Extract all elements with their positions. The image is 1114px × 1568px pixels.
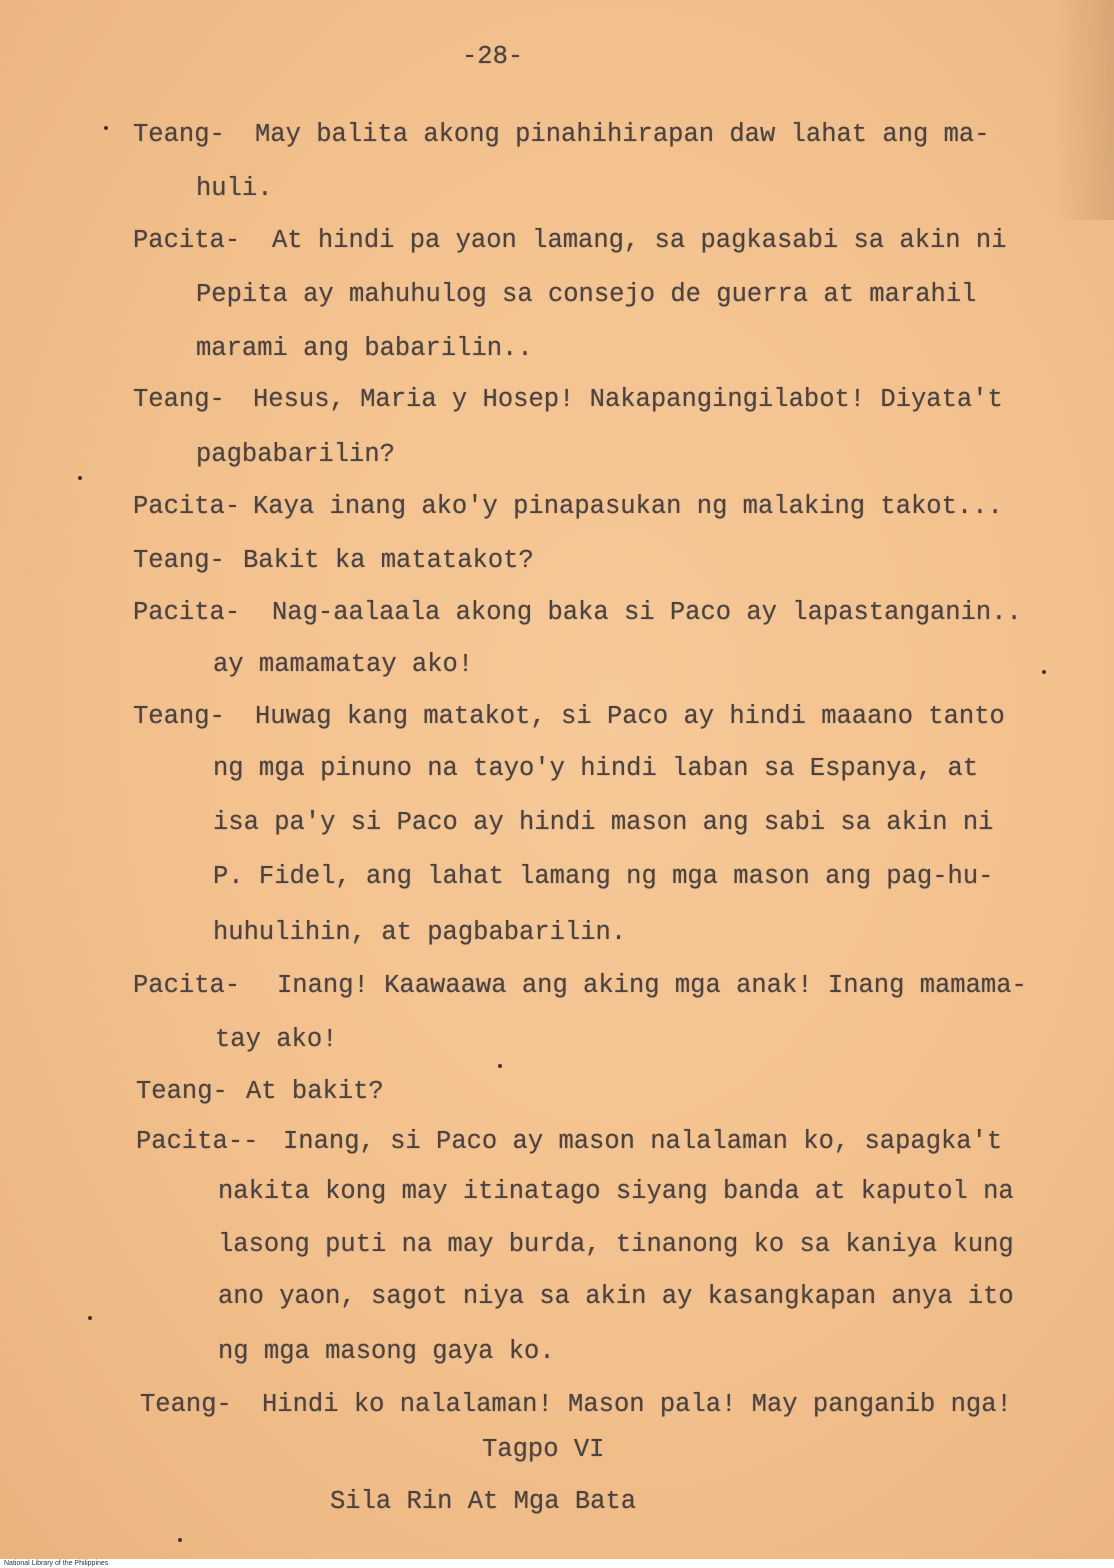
dialogue-text: Hesus, Maria y Hosep! Nakapangingilabot! Diyata't bbox=[253, 385, 1003, 414]
dialogue-text: huhulihin, at pagbabarilin. bbox=[213, 918, 627, 947]
speaker-name: Teang- bbox=[133, 546, 225, 575]
speaker-name: Teang- bbox=[133, 385, 225, 414]
speaker-name: Teang- bbox=[136, 1077, 228, 1106]
continuation-line bbox=[0, 753, 1114, 785]
continuation-line bbox=[0, 1176, 1114, 1208]
continuation-line bbox=[0, 333, 1114, 365]
dialogue-text: P. Fidel, ang lahat lamang ng mga mason ang pag-hu- bbox=[213, 862, 994, 891]
dialogue-line bbox=[0, 1126, 1114, 1158]
speaker-name: Pacita- bbox=[133, 971, 241, 1000]
speaker-name: Pacita- bbox=[133, 492, 241, 521]
dialogue-line bbox=[0, 597, 1114, 629]
dialogue-text: nakita kong may itinatago siyang banda at kaputol na bbox=[218, 1177, 1014, 1206]
dialogue-text: Bakit ka matatakot? bbox=[243, 546, 534, 575]
dialogue-text: Hindi ko nalalaman! Mason pala! May panganib nga! bbox=[262, 1390, 1012, 1419]
dialogue-text: lasong puti na may burda, tinanong ko sa kaniya kung bbox=[218, 1230, 1014, 1259]
continuation-line bbox=[0, 649, 1114, 681]
continuation-line bbox=[0, 1229, 1114, 1261]
continuation-line bbox=[0, 1336, 1114, 1368]
dialogue-text: isa pa'y si Paco ay hindi mason ang sabi sa akin ni bbox=[213, 808, 994, 837]
dialogue-line bbox=[0, 1389, 1114, 1421]
dialogue-text: pagbabarilin? bbox=[196, 440, 395, 469]
dialogue-text: marami ang babarilin.. bbox=[196, 334, 533, 363]
dialogue-line bbox=[0, 225, 1114, 257]
continuation-line bbox=[0, 1281, 1114, 1313]
dialogue-text: ng mga pinuno na tayo'y hindi laban sa Espanya, at bbox=[213, 754, 979, 783]
dialogue-text: Inang, si Paco ay mason nalalaman ko, sapagka't bbox=[283, 1127, 1003, 1156]
dialogue-text: Pepita ay mahuhulog sa consejo de guerra at marahil bbox=[196, 280, 977, 309]
dialogue-text: At hindi pa yaon lamang, sa pagkasabi sa akin ni bbox=[272, 226, 1007, 255]
dialogue-line bbox=[0, 1076, 1114, 1108]
dialogue-line bbox=[0, 701, 1114, 733]
scene-heading: Tagpo VI bbox=[482, 1435, 605, 1464]
continuation-line bbox=[0, 917, 1114, 949]
footer-strip bbox=[0, 1559, 1114, 1568]
continuation-line bbox=[0, 279, 1114, 311]
ink-speck bbox=[88, 1316, 92, 1320]
page-number: -28- bbox=[462, 42, 524, 71]
dialogue-text: huli. bbox=[196, 174, 273, 203]
archive-credit: National Library of the Philippines bbox=[4, 1560, 109, 1567]
dialogue-line bbox=[0, 970, 1114, 1002]
continuation-line bbox=[0, 807, 1114, 839]
dialogue-text: Nag-aalaala akong baka si Paco ay lapastanganin.. bbox=[272, 598, 1022, 627]
ink-speck bbox=[78, 476, 82, 480]
ink-speck bbox=[178, 1538, 182, 1542]
ink-speck bbox=[1042, 670, 1046, 674]
dialogue-text: ano yaon, sagot niya sa akin ay kasangkapan anya ito bbox=[218, 1282, 1014, 1311]
dialogue-text: ng mga masong gaya ko. bbox=[218, 1337, 555, 1366]
dialogue-text: May balita akong pinahihirapan daw lahat ang ma- bbox=[255, 120, 990, 149]
dialogue-line bbox=[0, 545, 1114, 577]
scene-subtitle: Sila Rin At Mga Bata bbox=[330, 1487, 637, 1516]
ink-speck bbox=[104, 126, 108, 130]
speaker-name: Pacita-- bbox=[136, 1127, 259, 1156]
dialogue-line bbox=[0, 384, 1114, 416]
dialogue-text: At bakit? bbox=[246, 1077, 384, 1106]
dialogue-text: ay mamamatay ako! bbox=[213, 650, 474, 679]
dialogue-text: Kaya inang ako'y pinapasukan ng malaking takot... bbox=[253, 492, 1003, 521]
continuation-line bbox=[0, 861, 1114, 893]
continuation-line bbox=[0, 439, 1114, 471]
ink-speck bbox=[498, 1064, 502, 1068]
dialogue-line bbox=[0, 119, 1114, 151]
speaker-name: Pacita- bbox=[133, 226, 241, 255]
speaker-name: Teang- bbox=[133, 702, 225, 731]
continuation-line bbox=[0, 1024, 1114, 1056]
dialogue-text: Inang! Kaawaawa ang aking mga anak! Inang mamama- bbox=[277, 971, 1027, 1000]
speaker-name: Teang- bbox=[133, 120, 225, 149]
speaker-name: Teang- bbox=[140, 1390, 232, 1419]
dialogue-text: Huwag kang matakot, si Paco ay hindi maaano tanto bbox=[255, 702, 1005, 731]
speaker-name: Pacita- bbox=[133, 598, 241, 627]
continuation-line bbox=[0, 173, 1114, 205]
dialogue-line bbox=[0, 491, 1114, 523]
dialogue-text: tay ako! bbox=[215, 1025, 338, 1054]
